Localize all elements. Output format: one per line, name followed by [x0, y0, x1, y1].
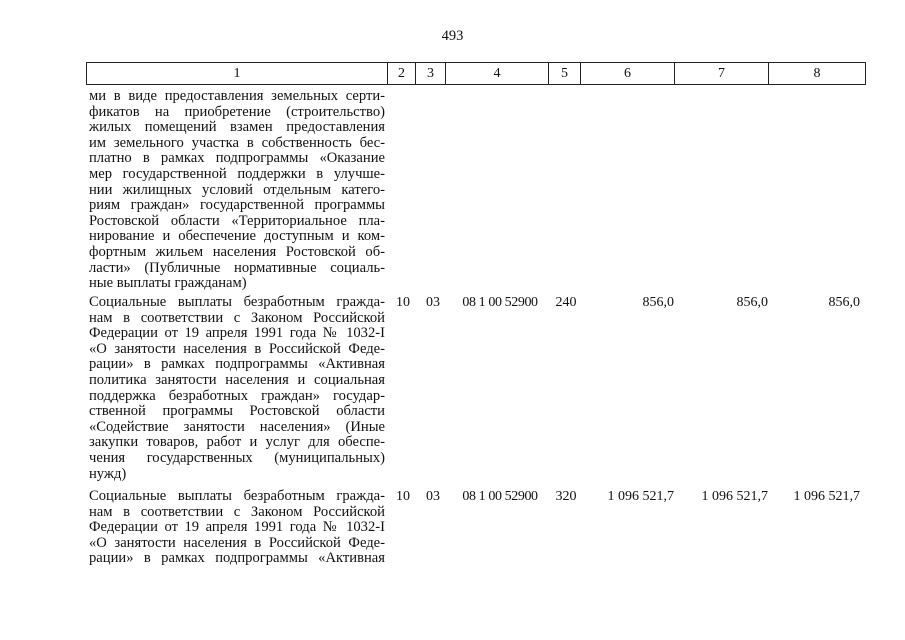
row-description	[89, 295, 385, 482]
description-line: рации» в рамках подпрограммы «Активная	[89, 357, 385, 373]
description-line: платно в рамках подпрограммы «Оказание	[89, 151, 385, 167]
description-line: «О занятости населения в Российской Феде-	[89, 535, 385, 551]
cell-amount-col7: 856,0	[736, 295, 768, 310]
description-line: чения государственных (муниципальных)	[89, 450, 385, 466]
description-line: нирование и обеспечение доступным и ком-	[89, 229, 385, 245]
cell-amount-col7: 1 096 521,7	[701, 489, 768, 504]
column-header-3: 3	[416, 63, 446, 85]
description-line: Социальные выплаты безработным гражда-	[89, 489, 385, 504]
description-line: Федерации от 19 апреля 1991 года № 1032-I	[89, 520, 385, 536]
description-line: рации» в рамках подпрограммы «Активная	[89, 551, 385, 567]
column-header-1: 1	[87, 63, 388, 85]
cell-target-code: 08 1 00 52900	[462, 489, 538, 504]
description-line: ласти» (Публичные нормативные социаль-	[89, 260, 385, 276]
cell-amount-col8: 1 096 521,7	[793, 489, 860, 504]
description-line: поддержка безработных граждан» государ-	[89, 388, 385, 404]
description-line: закупки товаров, работ и услуг для обеспе-	[89, 435, 385, 451]
description-line: жилых помещений взамен предоставления	[89, 120, 385, 136]
description-line: Социальные выплаты безработным гражда-	[89, 295, 385, 310]
column-header-5: 5	[549, 63, 581, 85]
description-line: Федерации от 19 апреля 1991 года № 1032-I	[89, 326, 385, 342]
cell-section: 10	[396, 489, 410, 504]
cell-amount-col6: 856,0	[642, 295, 674, 310]
column-header-2: 2	[388, 63, 416, 85]
description-line: «О занятости населения в Российской Феде-	[89, 341, 385, 357]
description-line: фикатов на приобретение (строительство)	[89, 104, 385, 120]
description-line: им земельного участка в собственность бес-	[89, 135, 385, 151]
description-line: ми в виде предоставления земельных серти-	[89, 89, 385, 104]
description-line: нужд)	[89, 466, 127, 482]
description-line: «Содействие занятости населения» (Иные	[89, 419, 385, 435]
cell-section: 10	[396, 295, 410, 310]
description-line: ные выплаты гражданам)	[89, 276, 247, 292]
description-line: фортным жильем населения Ростовской об-	[89, 244, 385, 260]
cell-subsection: 03	[426, 489, 440, 504]
cell-expense-type: 240	[555, 295, 577, 310]
cell-target-code: 08 1 00 52900	[462, 295, 538, 310]
cell-amount-col6: 1 096 521,7	[607, 489, 674, 504]
column-header-6: 6	[581, 63, 675, 85]
description-line: политика занятости населения и социальная	[89, 372, 385, 388]
cell-expense-type: 320	[555, 489, 577, 504]
description-line: Ростовской области «Территориальное пла-	[89, 213, 385, 229]
row-description	[89, 89, 385, 292]
description-line: нам в соответствии с Законом Российской	[89, 504, 385, 520]
column-header-row	[86, 62, 866, 85]
cell-amount-col8: 856,0	[828, 295, 860, 310]
description-line: нии жилищных условий отдельным катего-	[89, 182, 385, 198]
page-number: 493	[441, 28, 464, 44]
column-header-8: 8	[769, 63, 866, 85]
column-header-4: 4	[446, 63, 549, 85]
description-line: мер государственной поддержки в улучше-	[89, 166, 385, 182]
row-description	[89, 489, 385, 567]
description-line: риям граждан» государственной программы	[89, 198, 385, 214]
column-header-7: 7	[675, 63, 769, 85]
cell-subsection: 03	[426, 295, 440, 310]
description-line: ственной программы Ростовской области	[89, 404, 385, 420]
description-line: нам в соответствии с Законом Российской	[89, 310, 385, 326]
